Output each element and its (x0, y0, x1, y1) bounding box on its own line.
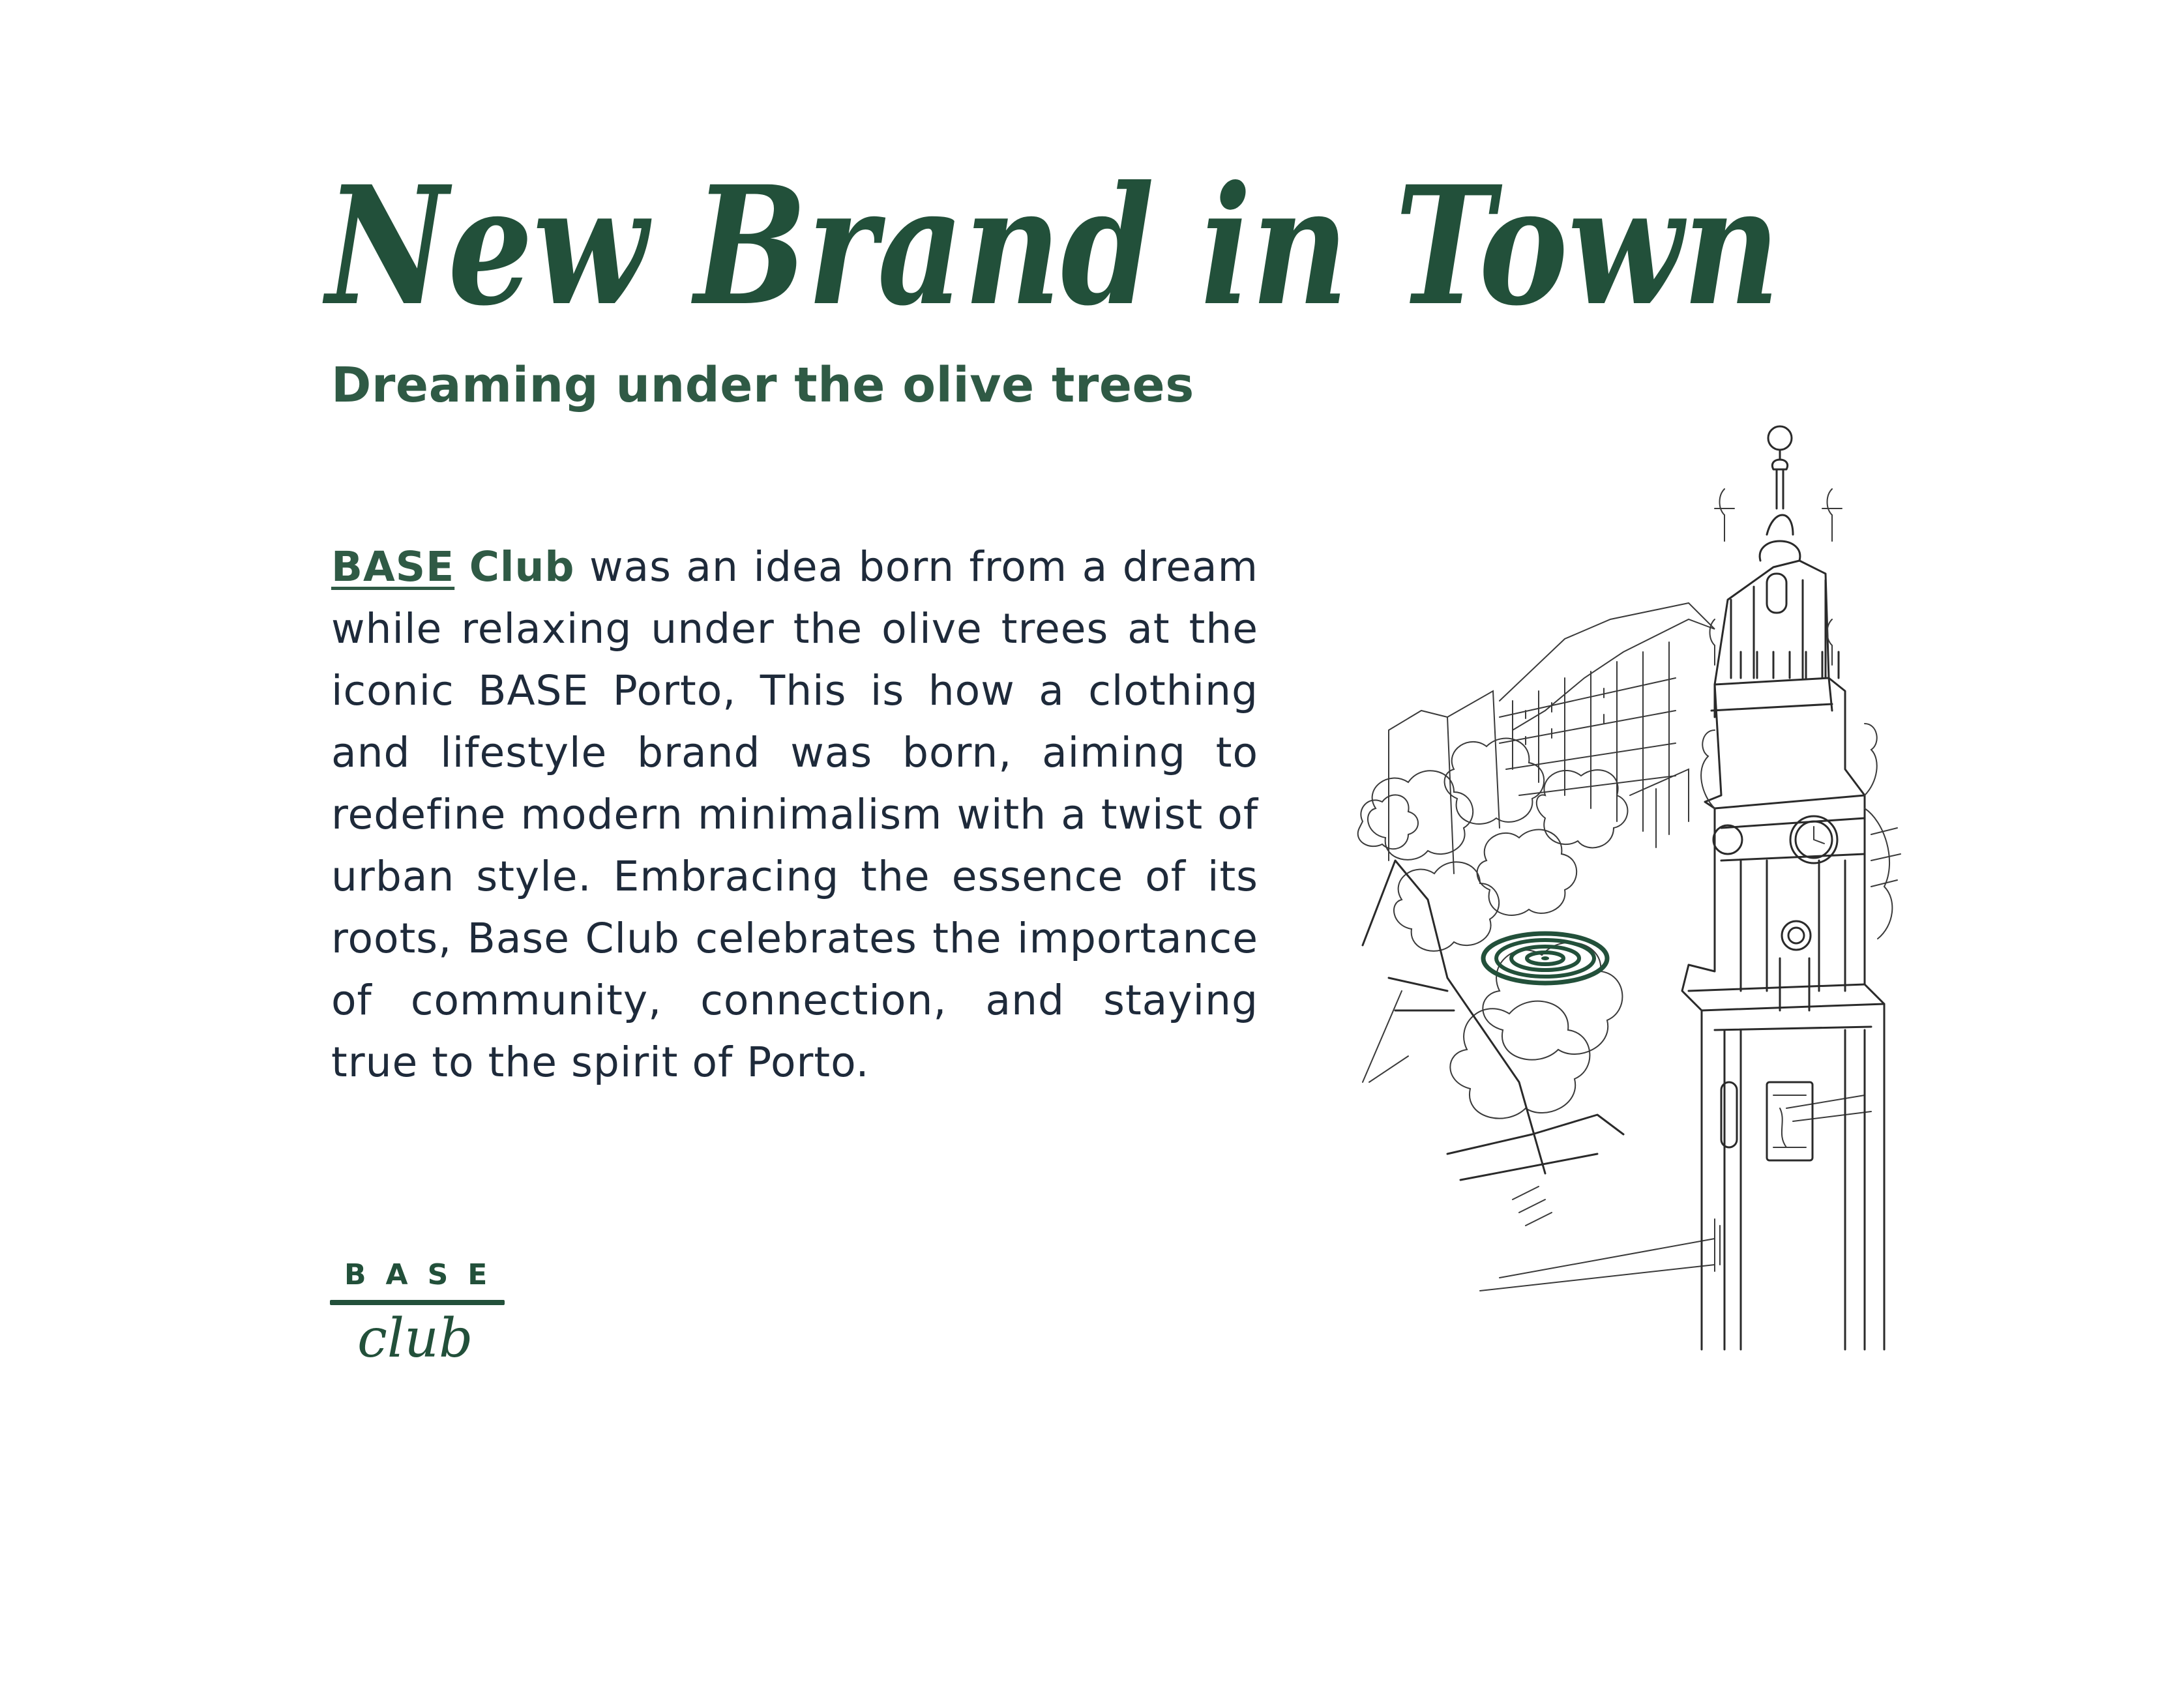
olive-trees-drawing (1358, 739, 1628, 1119)
tower-drawing (1682, 426, 1901, 1349)
subtitle: Dreaming under the olive trees (331, 357, 1194, 413)
clerigos-tower-illustration (1350, 404, 1910, 1356)
brand-name-club: Club (469, 543, 575, 591)
plaza-ground-drawing (1363, 861, 1871, 1291)
headline-text: New Brand in Town (322, 150, 1780, 342)
body-text: was an idea born from a dream while relaxing under the olive trees at the iconic BASE Porto, This is how a clothing and lifestyle brand was born, aiming to redefine modern minimalism with a twist of urban style. Embracing the essence of its roots, Base Club celebrates the importance of community, connection, and staying true to the spirit of Porto. (331, 543, 1258, 1086)
logo-divider (330, 1300, 505, 1305)
base-club-logo (330, 1258, 506, 1382)
logo-club-text: club (357, 1308, 473, 1370)
body-paragraph (331, 536, 1258, 1093)
logo-base-text: BASE (344, 1258, 507, 1291)
brand-name-base: BASE (331, 543, 455, 591)
vinyl-record-icon (1483, 934, 1607, 983)
headline (322, 140, 1799, 355)
